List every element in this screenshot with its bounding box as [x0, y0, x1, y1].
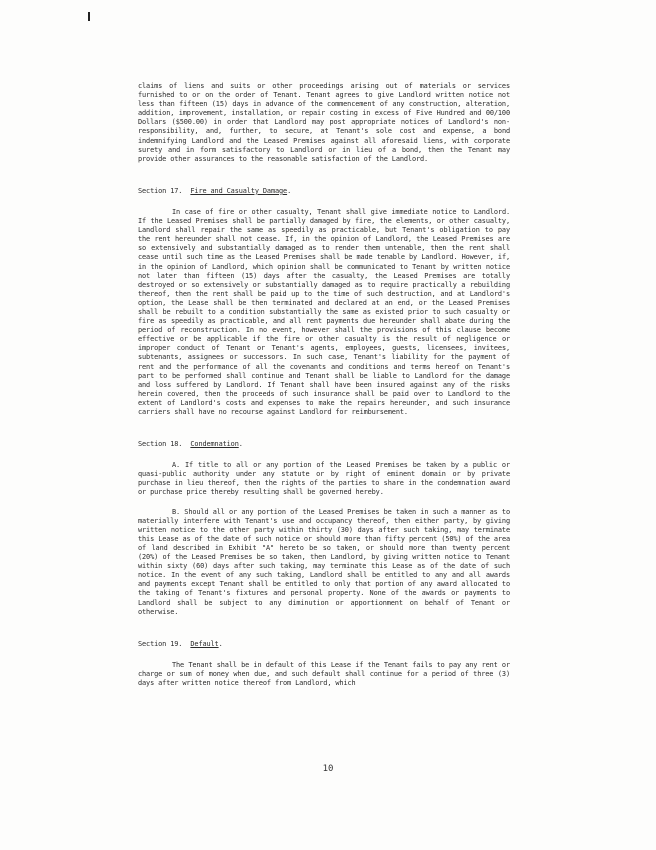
section-18-title: Condemnation — [190, 440, 239, 449]
section-18-number: Section 18. — [138, 440, 183, 449]
section-17-number: Section 17. — [138, 186, 183, 195]
intro-paragraph: claims of liens and suits or other proceedings arising out of materials or services furnished to or on the order of Tenant. Tenant agrees to give Landlord written notice not less than fifteen (15) days in advance of the commencement of any construction, alteration, addition, improvement, installation, or repair costing in excess of Five Hundred and 00/100 Dollars ($500.00) in order that Landlord may post appropriate notices of Landlord's non-responsibility, and, further, to secure, at Tenant's sole cost and expense, a bond indemnifying Landlord and the Leased Premises against all aforesaid liens, with corporate surety and in form satisfactory to Landlord or in lieu of a bond, then the Tenant may provide other assurances to the reasonable satisfaction of the Landlord. — [138, 82, 510, 163]
document-body — [138, 82, 510, 688]
section-18-heading: Section 18. Condemnation. — [138, 440, 243, 449]
scan-mark — [88, 12, 90, 21]
section-19-number: Section 19. — [138, 639, 183, 648]
section-18-para-b: B. Should all or any portion of the Leased Premises be taken in such a manner as to materially interfere with Tenant's use and occupancy thereof, then either party, by giving written notice to the other party within thirty (30) days after such taking, may terminate this Lease as of the date of such notice or should more than fifty percent (50%) of the area of land described in Exhibit "A" hereto be so taken, or should more than twenty percent (20%) of the Leased Premises be so taken, then Landlord, by giving written notice to Tenant within sixty (60) days after such taking, may terminate this Lease as of the date of such notice. In the event of any such taking, Landlord shall be entitled to any and all awards and payments except Tenant shall be entitled to only that portion of any award allocated to the taking of Tenant's fixtures and personal property. None of the awards or payments to Landlord shall be subject to any diminution or apportionment on behalf of Tenant or otherwise. — [138, 507, 510, 616]
page-number: 10 — [322, 764, 334, 774]
section-19-title: Default — [190, 639, 219, 648]
section-17-heading: Section 17. Fire and Casualty Damage. — [138, 186, 292, 195]
section-17-body: In case of fire or other casualty, Tenant shall give immediate notice to Landlord. If the Leased Premises shall be partially damaged by fire, the elements, or other casualty, Landlord shall repair the same as speedily as practicable, but Tenant's obligation to pay the rent hereunder shall not cease. If, in the opinion of Landlord, the Leased Premises are so extensively and substantially damaged as to render them untenable, then the rent shall cease until such time as the Leased Premises shall be made tenable by Landlord. However, if, in the opinion of Landlord, which opinion shall be communicated to Tenant by written notice not later than fifteen (15) days after the casualty, the Leased Premises are totally destroyed or so extensively or substantially damaged as to require practically a rebuilding thereof, then the rent shall be paid up to the time of such destruction, and at Landlord's option, the Lease shall be then terminated and declared at an end, or the Leased Premises shall be rebuilt to a condition substantially the same as existed prior to such casualty or fire as speedily as practicable, and all rent payments due hereunder shall abate during the period of reconstruction. In no event, however shall the provisions of this clause become effective or be applicable if the fire or other casualty is the result of negligence or improper conduct of Tenant or Tenant's agents, employees, guests, licensees, invitees, subtenants, assignees or successors. In such case, Tenant's liability for the payment of rent and the performance of all the covenants and conditions and terms hereof on Tenant's part to be performed shall continue and Tenant shall be liable to Landlord for the damage and loss suffered by Landlord. If Tenant shall have been insured against any of the risks herein covered, then the proceeds of such insurance shall be paid over to Landlord to the extent of Landlord's costs and expenses to make the repairs hereunder, and such insurance carriers shall have no recourse against Landlord for reimbursement. — [138, 207, 510, 416]
section-19-heading: Section 19. Default. — [138, 639, 223, 648]
section-19-body: The Tenant shall be in default of this Lease if the Tenant fails to pay any rent or charge or sum of money when due, and such default shall continue for a period of three (3) days after written notice thereof from Landlord, which — [138, 660, 510, 687]
section-17-title: Fire and Casualty Damage — [190, 186, 288, 195]
section-18-para-a: A. If title to all or any portion of the Leased Premises be taken by a public or quasi-public authority under any statute or by right of eminent domain or by private purchase in lieu thereof, then the rights of the parties to share in the condemnation award or purchase price thereby resulting shall be governed hereby. — [138, 461, 510, 497]
